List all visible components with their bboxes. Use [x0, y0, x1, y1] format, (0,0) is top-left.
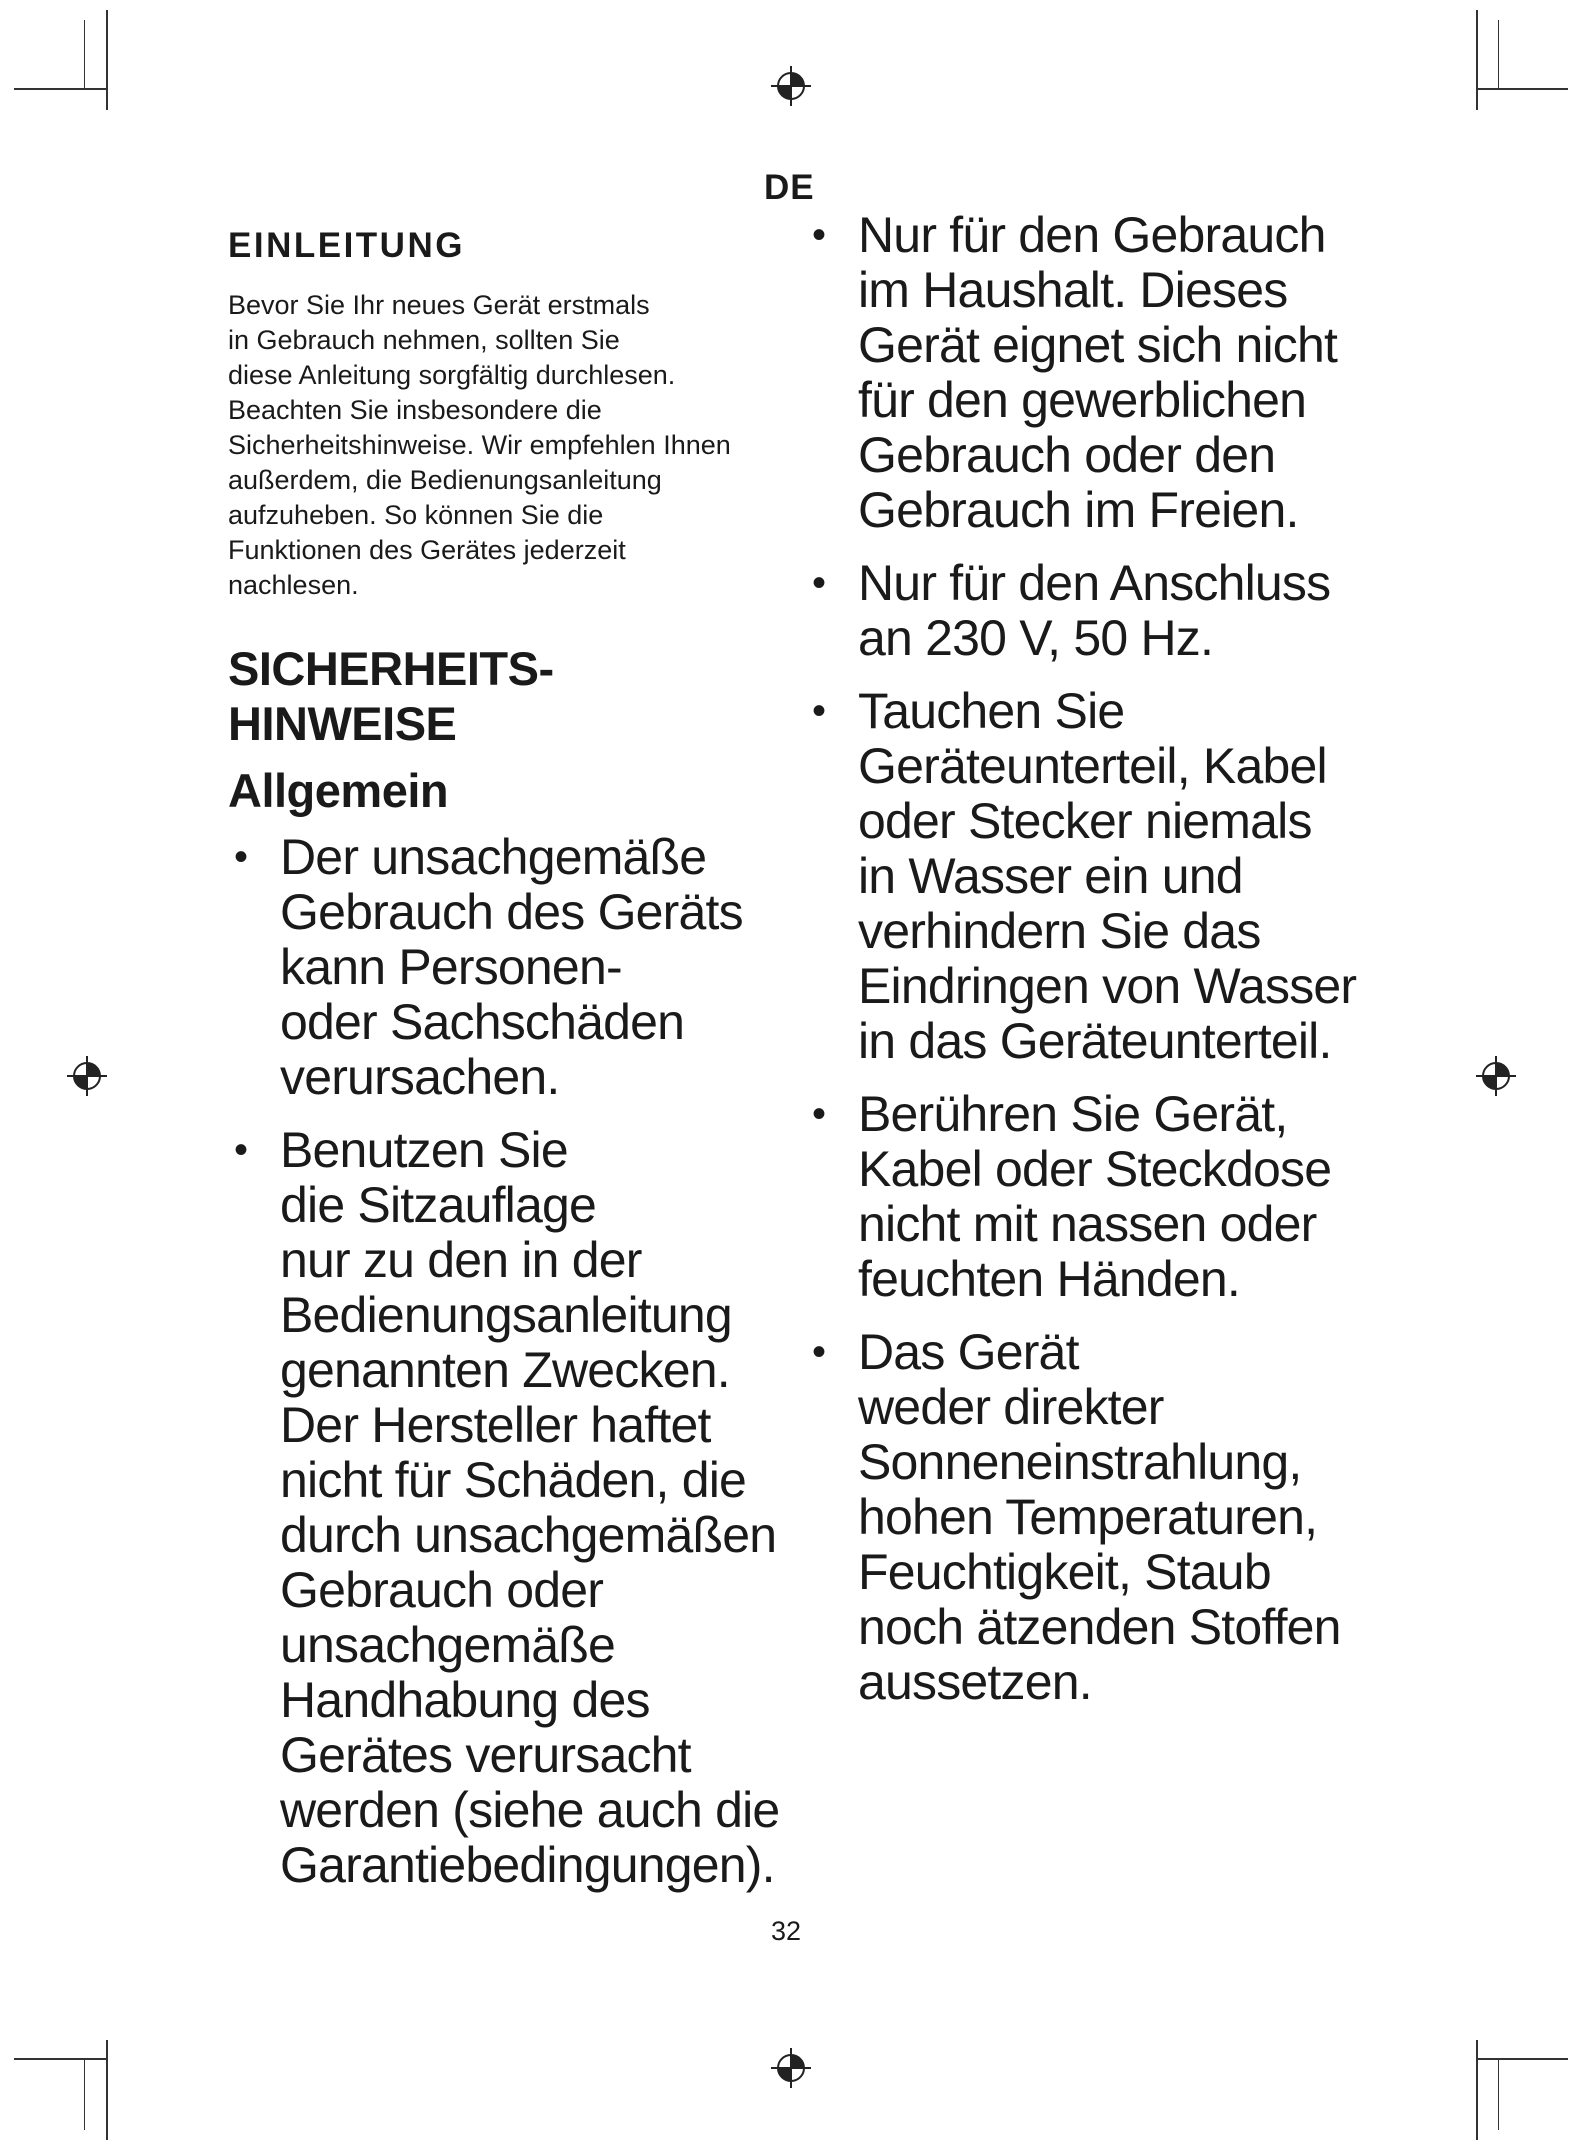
list-item-text: Nur für den Anschluss an 230 V, 50 Hz. — [858, 555, 1331, 666]
registration-mark-icon — [769, 2046, 813, 2090]
list-item-text: Nur für den Gebrauch im Haushalt. Dieses Gerät eignet sich nicht für den gewerblichen Gebrauch oder den Gebrauch im Freien. — [858, 207, 1338, 538]
list-item — [806, 556, 1406, 666]
list-item-text: Berühren Sie Gerät, Kabel oder Steckdose nicht mit nassen oder feuchten Händen. — [858, 1086, 1332, 1307]
intro-heading: EINLEITUNG — [228, 226, 465, 265]
bullet-icon: • — [812, 213, 826, 257]
bullet-icon: • — [234, 1128, 248, 1172]
registration-mark-icon — [65, 1054, 109, 1098]
registration-mark-icon — [1474, 1054, 1518, 1098]
bullet-icon: • — [812, 1092, 826, 1136]
list-item-text: Benutzen Sie die Sitzauflage nur zu den in der Bedienungsanleitung genannten Zwecken. Der Hersteller haftet nicht für Schäden, die durch unsachgemäßen Gebrauch oder unsachgemäße Handhabung des Gerätes verursacht werden (siehe auch die Garantiebedingungen). — [280, 1122, 780, 1893]
general-subheading: Allgemein — [228, 764, 449, 817]
list-item-text: Der unsachgemäße Gebrauch des Geräts kann Personen- oder Sachschäden verursachen. — [280, 829, 743, 1105]
safety-heading: SICHERHEITS- HINWEISE — [228, 642, 554, 750]
safety-list-right — [806, 208, 1406, 1710]
list-item — [228, 1123, 798, 1893]
bullet-icon: • — [812, 561, 826, 605]
list-item — [806, 684, 1406, 1069]
list-item — [806, 208, 1406, 538]
safety-list-left — [228, 830, 798, 1893]
bullet-icon: • — [812, 689, 826, 733]
page-number: 32 — [771, 1916, 802, 1946]
language-code: DE — [764, 168, 815, 207]
list-item-text: Tauchen Sie Geräteunterteil, Kabel oder Stecker niemals in Wasser ein und verhindern Sie das Eindringen von Wasser in das Geräteunterteil. — [858, 683, 1357, 1069]
right-column — [806, 208, 1406, 1728]
list-item — [806, 1325, 1406, 1710]
registration-mark-icon — [769, 64, 813, 108]
list-item-text: Das Gerät weder direkter Sonneneinstrahlung, hohen Temperaturen, Feuchtigkeit, Staub noch ätzenden Stoffen aussetzen. — [858, 1324, 1341, 1710]
intro-paragraph: Bevor Sie Ihr neues Gerät erstmals in Gebrauch nehmen, sollten Sie diese Anleitung sorgfältig durchlesen. Beachten Sie insbesondere die Sicherheitshinweise. Wir empfehlen Ihnen außerdem, die Bedienungsanleitung aufzuheben. So können Sie die Funktionen des Gerätes jederzeit nachlesen. — [228, 290, 731, 600]
list-item — [806, 1087, 1406, 1307]
bullet-icon: • — [234, 835, 248, 879]
list-item — [228, 830, 798, 1105]
bullet-icon: • — [812, 1330, 826, 1374]
left-column — [228, 218, 798, 1911]
